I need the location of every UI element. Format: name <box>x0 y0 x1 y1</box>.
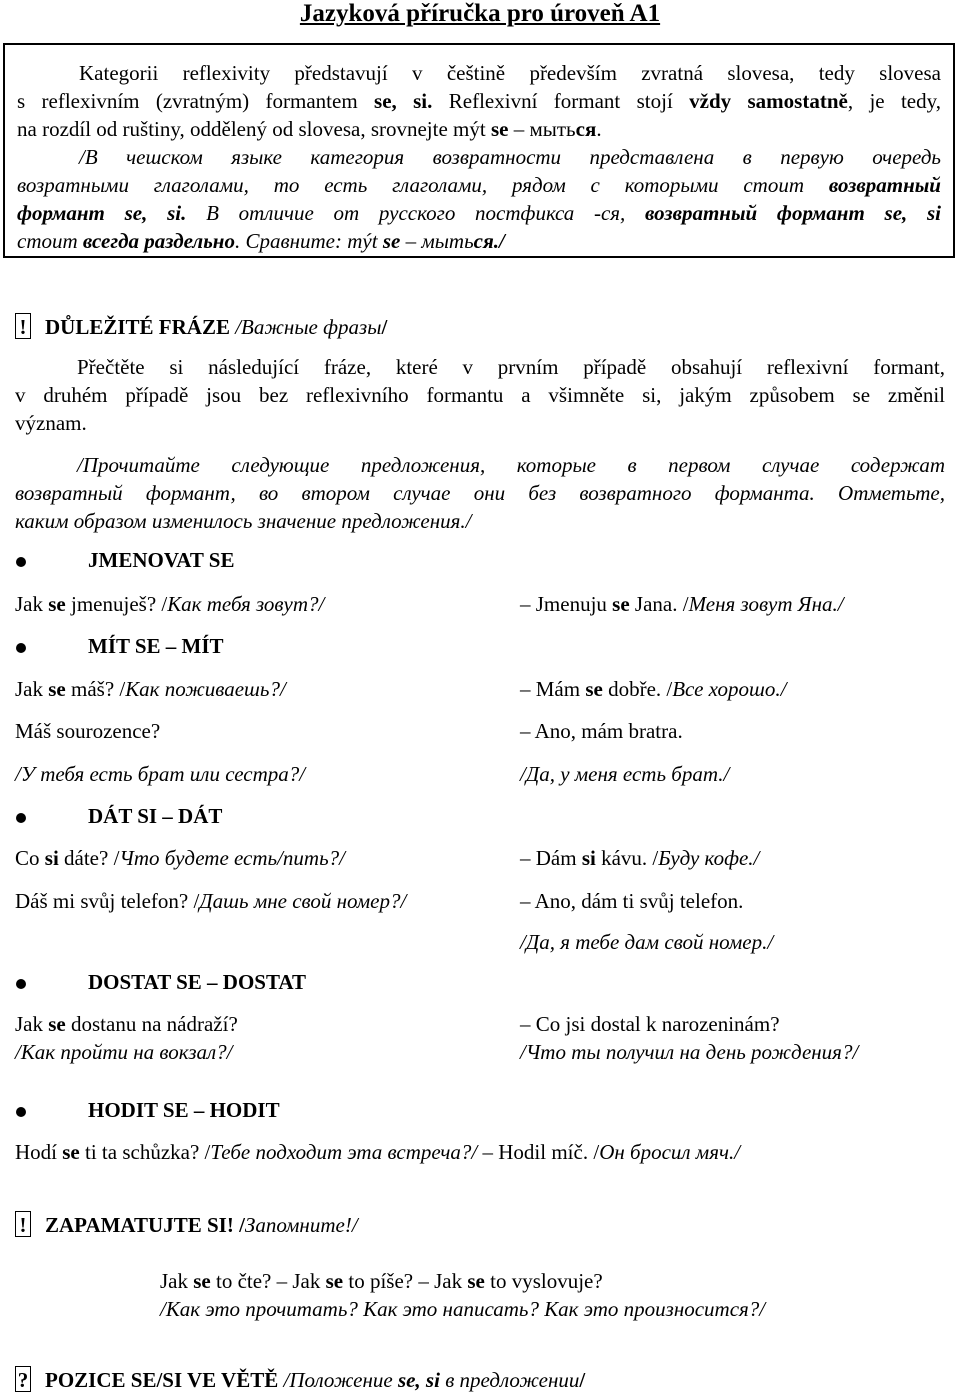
example-right: – Ano, mám bratra. <box>520 719 683 743</box>
example-left: Dáš mi svůj telefon? /Дашь мне свой номер?/ <box>15 889 407 913</box>
intro-ru-line-4: стоит всегда раздельно. Сравните: mýt se – мыться./ <box>17 229 505 253</box>
intro-ru-line-2: возратными глаголами, то есть глаголами, рядом с которыми стоит возвратный <box>17 173 941 197</box>
example-right: – Dám si kávu. /Буду кофе./ <box>520 846 760 870</box>
section-heading: POZICE SE/SI VE VĚTĚ <box>45 1368 279 1392</box>
section-remember: ! ZAPAMATUJTE SI! /Запомните!/ <box>15 1211 358 1239</box>
intro-box <box>3 43 955 258</box>
instructions-ru-line-3: каким образом изменилось значение предложения./ <box>15 509 472 533</box>
example-right: – Mám se dobře. /Все хорошо./ <box>520 677 787 701</box>
example-right: – Jmenuju se Jana. /Меня зовут Яна./ <box>520 592 844 616</box>
verb-heading-hodit: HODIT SE – HODIT <box>88 1098 280 1122</box>
page-title: Jazyková příručka pro úroveň A1 <box>299 0 661 27</box>
verb-heading-dat: DÁT SI – DÁT <box>88 804 223 828</box>
example-left: Jak se dostanu na nádraží? <box>15 1012 238 1036</box>
instructions-ru-line-1: /Прочитайте следующие предложения, которые в первом случае содержат <box>77 453 945 477</box>
example-left: Jak se jmenuješ? /Как тебя зовут?/ <box>15 592 325 616</box>
bullet-icon <box>16 979 26 989</box>
instructions-line-2: v druhém případě jsou bez reflexivního formantu a všimněte si, jakým způsobem se změnil <box>15 383 945 407</box>
bullet-icon <box>16 643 26 653</box>
intro-line-3: na rozdíl od ruštiny, oddělený od slovesa, srovnejte mýt se – мыться. <box>17 117 602 141</box>
intro-line-1: Kategorii reflexivity představují v češtině především zvratná slovesa, tedy slovesa <box>79 61 941 85</box>
verb-heading-jmenovat: JMENOVAT SE <box>88 548 235 572</box>
bullet-icon <box>16 1107 26 1117</box>
example-right: /Что ты получил на день рождения?/ <box>520 1040 859 1064</box>
example-left: Máš sourozence? <box>15 719 161 743</box>
instructions-line-3: význam. <box>15 411 87 435</box>
example-right: /Да, у меня есть брат./ <box>520 762 730 786</box>
section-heading: DŮLEŽITÉ FRÁZE <box>45 315 230 339</box>
example-left: Jak se máš? /Как поживаешь?/ <box>15 677 286 701</box>
remember-line-2: /Как это прочитать? Как это написать? Как это произносится?/ <box>160 1297 766 1321</box>
intro-ru-line-3: формант se, si. В отличие от русского постфикса -ся, возвратный формант se, si <box>17 201 942 225</box>
section-heading: ZAPAMATUJTE SI! <box>45 1213 234 1237</box>
example-right: – Co jsi dostal k narozeninám? <box>520 1012 780 1036</box>
bullet-icon <box>16 557 26 567</box>
example-left: /Как пройти на вокзал?/ <box>15 1040 233 1064</box>
exclamation-icon: ! <box>15 313 31 339</box>
intro-line-2: s reflexivním (zvratným) formantem se, si. Reflexivní formant stojí vždy samostatně, je tedy, <box>17 89 942 113</box>
example-left: Co si dáte? /Что будете есть/пить?/ <box>15 846 345 870</box>
example-line: Hodí se ti ta schůzka? /Тебе подходит эта встреча?/ – Hodil míč. /Он бросил мяч./ <box>15 1140 741 1164</box>
section-important-phrases: ! DŮLEŽITÉ FRÁZE /Важные фразы/ <box>15 313 387 341</box>
section-heading-ru: /Важные фразы <box>229 315 382 339</box>
bullet-icon <box>16 813 26 823</box>
example-right: – Ano, dám ti svůj telefon. <box>520 889 744 913</box>
instructions-line-1: Přečtěte si následující fráze, které v prvním případě obsahují reflexivní formant, <box>77 355 945 379</box>
example-left: /У тебя есть брат или сестра?/ <box>15 762 306 786</box>
remember-line-1: Jak se to čte? – Jak se to píše? – Jak se to vyslovuje? <box>160 1269 603 1293</box>
verb-heading-mit: MÍT SE – MÍT <box>88 634 224 658</box>
section-position: ? POZICE SE/SI VE VĚTĚ /Положение se, si в предложении/ <box>15 1366 585 1394</box>
instructions-ru-line-2: возвратный формант, во втором случае они без возвратного форманта. Отметьте, <box>15 481 945 505</box>
example-right: /Да, я тебе дам свой номер./ <box>520 930 774 954</box>
exclamation-icon: ! <box>15 1211 31 1237</box>
intro-ru-line-1: /В чешском языке категория возвратности представлена в первую очередь <box>79 145 941 169</box>
question-icon: ? <box>15 1366 31 1392</box>
verb-heading-dostat: DOSTAT SE – DOSTAT <box>88 970 307 994</box>
